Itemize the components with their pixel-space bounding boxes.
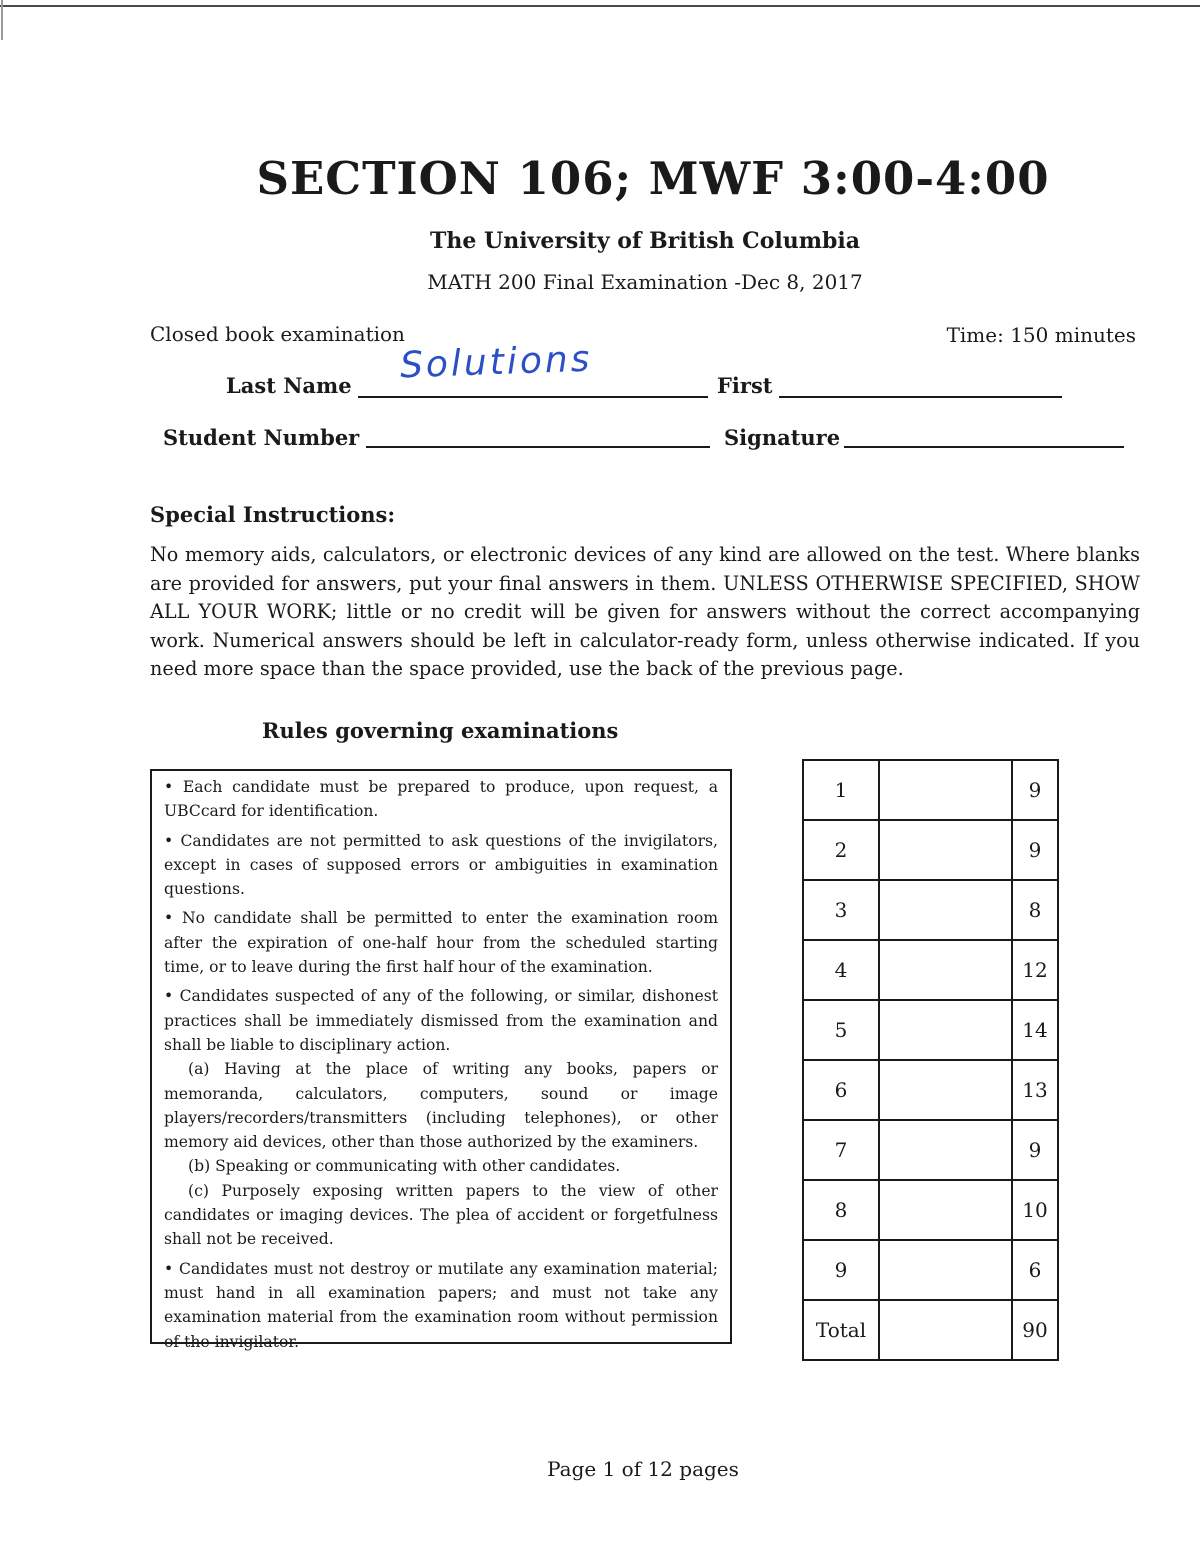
question-number: 7: [803, 1120, 879, 1180]
points-cell: 6: [1012, 1240, 1058, 1300]
instructions-body: No memory aids, calculators, or electronic devices of any kind are allowed on the test. Where blanks are provided for answers, put your final answers in them. UNLESS OTHERWISE SPECIFIED, SHOW ALL YOUR WORK; little or no credit will be given for answers without the correct accompanying work. Numerical answers should be left in calculator-ready form, unless otherwise indicated. If you need more space than the space provided, use the back of the previous page.: [150, 543, 1140, 681]
student-number-label: Student Number: [163, 425, 360, 450]
table-row: [803, 880, 1058, 940]
score-cell[interactable]: [879, 1120, 1012, 1180]
score-cell[interactable]: [879, 940, 1012, 1000]
score-cell[interactable]: [879, 1180, 1012, 1240]
total-score-cell[interactable]: [879, 1300, 1012, 1360]
instructions-heading: Special Instructions:: [150, 502, 396, 527]
question-number: 6: [803, 1060, 879, 1120]
table-row: [803, 1180, 1058, 1240]
question-number: 8: [803, 1180, 879, 1240]
question-number: 5: [803, 1000, 879, 1060]
points-cell: 9: [1012, 760, 1058, 820]
table-row: [803, 940, 1058, 1000]
total-label: Total: [803, 1300, 879, 1360]
last-name-line[interactable]: [358, 396, 708, 398]
signature-label: Signature: [724, 425, 841, 450]
exam-type: Closed book examination: [150, 322, 405, 346]
rule-item: • No candidate shall be permitted to enter the examination room after the expiration of one-half hour from the scheduled starting time, or to leave during the first half hour of the examination.: [164, 909, 718, 977]
score-cell[interactable]: [879, 1060, 1012, 1120]
table-row: [803, 1000, 1058, 1060]
exam-title: MATH 200 Final Examination -Dec 8, 2017: [427, 270, 863, 294]
first-name-line[interactable]: [779, 396, 1062, 398]
question-number: 2: [803, 820, 879, 880]
scan-edge-left: [1, 0, 3, 40]
rule-subitem: (a) Having at the place of writing any books, papers or memoranda, calculators, computers, sound or image players/recorders/transmitters (including telephones), or other memory aid devices, other than those authorized by the examiners.: [164, 1060, 718, 1152]
exam-time: Time: 150 minutes: [946, 323, 1136, 347]
table-row: [803, 1060, 1058, 1120]
last-name-handwritten-value: Solutions: [399, 338, 594, 387]
section-title: SECTION 106; MWF 3:00-4:00: [256, 152, 1050, 205]
points-cell: 9: [1012, 820, 1058, 880]
table-row: [803, 820, 1058, 880]
points-cell: 12: [1012, 940, 1058, 1000]
points-cell: 8: [1012, 880, 1058, 940]
last-name-label: Last Name: [226, 373, 352, 398]
points-cell: 14: [1012, 1000, 1058, 1060]
question-number: 1: [803, 760, 879, 820]
signature-line[interactable]: [844, 446, 1124, 448]
question-number: 4: [803, 940, 879, 1000]
page-number: Page 1 of 12 pages: [547, 1457, 739, 1481]
scan-edge-top: [0, 5, 1200, 7]
score-cell[interactable]: [879, 760, 1012, 820]
rules-heading: Rules governing examinations: [262, 718, 619, 743]
university-name: The University of British Columbia: [430, 228, 860, 254]
table-row: [803, 760, 1058, 820]
question-number: 3: [803, 880, 879, 940]
table-row: [803, 1120, 1058, 1180]
points-cell: 9: [1012, 1120, 1058, 1180]
points-cell: 10: [1012, 1180, 1058, 1240]
rule-subitem: (c) Purposely exposing written papers to the view of other candidates or imaging devices. The plea of accident or forgetfulness shall not be received.: [164, 1181, 718, 1249]
points-cell: 13: [1012, 1060, 1058, 1120]
score-cell[interactable]: [879, 880, 1012, 940]
rule-item: • Candidates must not destroy or mutilate any examination material; must hand in all examination papers; and must not take any examination material from the examination room without permission of the invigilator.: [164, 1259, 718, 1351]
score-table: [802, 759, 1059, 1361]
rules-box: [150, 769, 732, 1351]
total-points: 90: [1012, 1300, 1058, 1360]
table-row: [803, 1240, 1058, 1300]
rule-item: • Candidates suspected of any of the following, or similar, dishonest practices shall be immediately dismissed from the examination and shall be liable to disciplinary action.: [164, 987, 718, 1054]
question-number: 9: [803, 1240, 879, 1300]
rule-item: • Each candidate must be prepared to produce, upon request, a UBCcard for identification.: [164, 778, 718, 821]
score-cell[interactable]: [879, 1240, 1012, 1300]
total-row: [803, 1300, 1058, 1360]
score-cell[interactable]: [879, 820, 1012, 880]
rule-item: • Candidates are not permitted to ask questions of the invigilators, except in cases of supposed errors or ambiguities in examination questions.: [164, 831, 718, 899]
score-cell[interactable]: [879, 1000, 1012, 1060]
first-name-label: First: [717, 373, 773, 398]
rule-subitem: (b) Speaking or communicating with other candidates.: [188, 1157, 621, 1176]
student-number-line[interactable]: [366, 446, 710, 448]
